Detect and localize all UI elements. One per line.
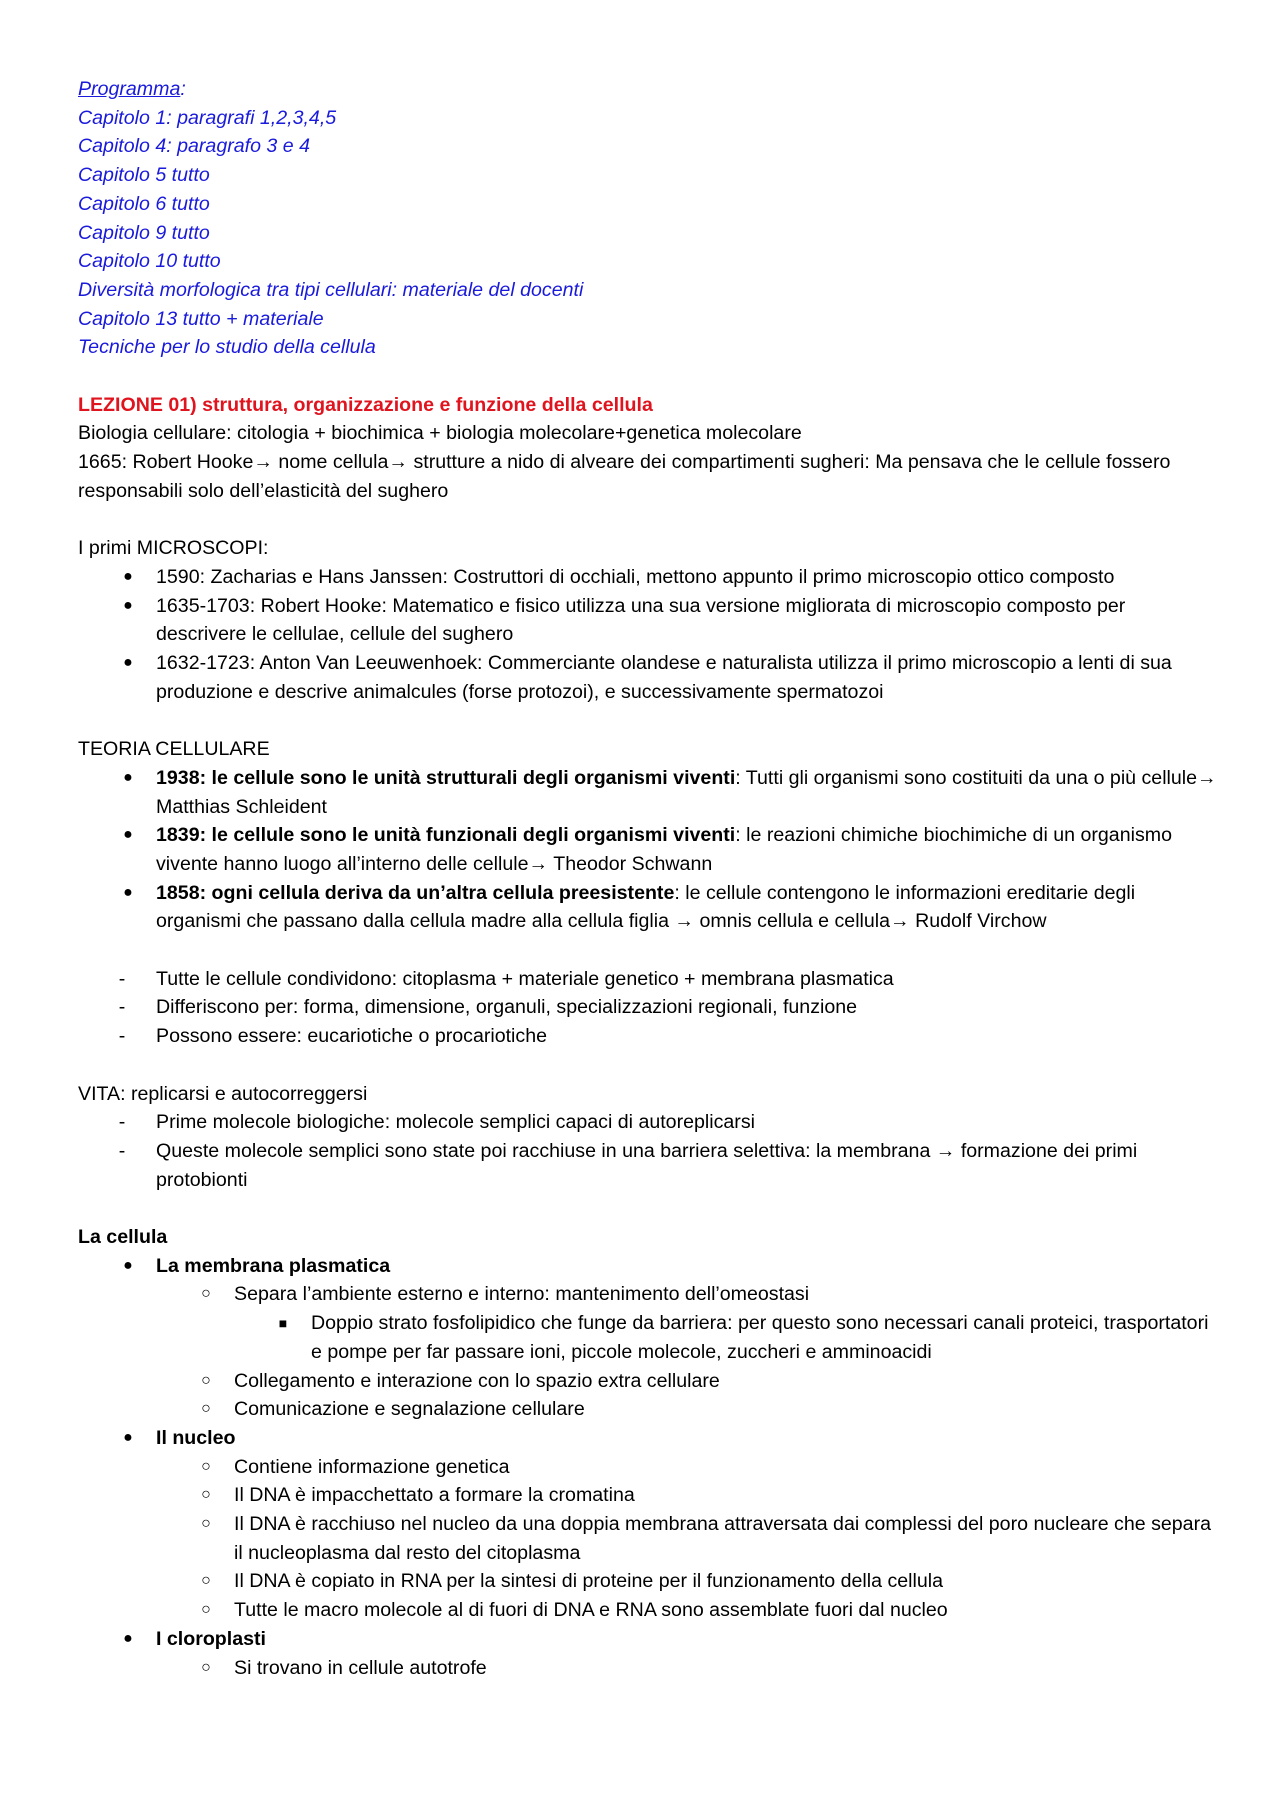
dash-icon: - (118, 1111, 126, 1134)
programma-line: Capitolo 13 tutto + materiale (78, 307, 324, 330)
spacer (78, 506, 1220, 535)
list-item: ○ Separa l’ambiente esterno e interno: mantenimento dell’omeostasi (78, 1280, 1220, 1309)
programma-line: Capitolo 1: paragrafi 1,2,3,4,5 (78, 106, 337, 129)
cellula-title: La cellula (78, 1226, 168, 1249)
list-item: ○ Tutte le macro molecole al di fuori di DNA e RNA sono assemblate fuori dal nucleo (78, 1596, 1220, 1625)
list-item: ● 1590: Zacharias e Hans Janssen: Costruttori di occhiali, mettono appunto il primo microscopio ottico composto (78, 563, 1220, 592)
bullet-icon: ● (123, 1256, 133, 1274)
programma-line: Capitolo 9 tutto (78, 221, 210, 244)
bullet-icon: ● (123, 596, 133, 614)
spacer (78, 706, 1220, 735)
list-item: ○ Comunicazione e segnalazione cellulare (78, 1395, 1220, 1424)
cellula-list (78, 1252, 1220, 1683)
programma-line: Capitolo 6 tutto (78, 192, 210, 215)
dash-icon: - (118, 996, 126, 1019)
list-item: - Queste molecole semplici sono state poi racchiuse in una barriera selettiva: la membrana → formazione dei primi protobionti (78, 1137, 1220, 1194)
circle-bullet-icon: ○ (201, 1457, 211, 1475)
programma-line: Tecniche per lo studio della cellula (78, 336, 376, 359)
list-item: ● I cloroplasti (78, 1625, 1220, 1654)
bullet-icon: ● (123, 768, 133, 786)
programma-section (78, 75, 1220, 362)
teoria-title: TEORIA CELLULARE (78, 738, 270, 761)
intro-line: 1665: Robert Hooke→ nome cellula→ strutture a nido di alveare dei compartimenti sugheri: Ma pensava che le cellule fossero responsabili solo dell’elasticità del sughero (78, 451, 1171, 502)
list-item: - Tutte le cellule condividono: citoplasma + materiale genetico + membrana plasmatica (78, 965, 1220, 994)
list-item: ● La membrana plasmatica (78, 1252, 1220, 1281)
list-item: ○ Contiene informazione genetica (78, 1453, 1220, 1482)
microscopi-title: I primi MICROSCOPI: (78, 537, 269, 560)
condividono-list (78, 965, 1220, 1051)
circle-bullet-icon: ○ (201, 1658, 211, 1676)
bullet-icon: ● (123, 826, 133, 844)
spacer (78, 1194, 1220, 1223)
list-item: ● Il nucleo (78, 1424, 1220, 1453)
circle-bullet-icon: ○ (201, 1285, 211, 1303)
list-item: - Differiscono per: forma, dimensione, organuli, specializzazioni regionali, funzione (78, 993, 1220, 1022)
intro-line: Biologia cellulare: citologia + biochimica + biologia molecolare+genetica molecolare (78, 422, 802, 445)
programma-line: Capitolo 10 tutto (78, 250, 221, 273)
list-item: ○ Collegamento e interazione con lo spazio extra cellulare (78, 1367, 1220, 1396)
spacer (78, 362, 1220, 391)
circle-bullet-icon: ○ (201, 1371, 211, 1389)
square-bullet-icon: ■ (278, 1315, 288, 1332)
vita-title: VITA: replicarsi e autocorreggersi (78, 1082, 368, 1105)
bullet-icon: ● (123, 1428, 133, 1446)
list-item: ● 1839: le cellule sono le unità funzionali degli organismi viventi: le reazioni chimiche biochimiche di un organismo vivente hanno luogo all’interno delle cellule→ Theodor Schwann (78, 821, 1220, 878)
lezione-heading: LEZIONE 01) struttura, organizzazione e funzione della cellula (78, 393, 653, 416)
list-item: - Possono essere: eucariotiche o procariotiche (78, 1022, 1220, 1051)
teoria-list (78, 764, 1220, 936)
list-item: ● 1938: le cellule sono le unità strutturali degli organismi viventi: Tutti gli organismi sono costituiti da una o più cellule→ Matthias Schleident (78, 764, 1220, 821)
circle-bullet-icon: ○ (201, 1486, 211, 1504)
circle-bullet-icon: ○ (201, 1601, 211, 1619)
bullet-icon: ● (123, 883, 133, 901)
programma-link[interactable]: Programma (78, 78, 181, 100)
dash-icon: - (118, 967, 126, 990)
programma-title-line: Programma: (78, 78, 186, 100)
bullet-icon: ● (123, 567, 133, 585)
vita-list (78, 1108, 1220, 1194)
bullet-icon: ● (123, 1629, 133, 1647)
list-item: ○ Il DNA è impacchettato a formare la cromatina (78, 1481, 1220, 1510)
microscopi-list (78, 563, 1220, 707)
spacer (78, 936, 1220, 965)
spacer (78, 1051, 1220, 1080)
list-item: ● 1635-1703: Robert Hooke: Matematico e fisico utilizza una sua versione migliorata di microscopio composto per descrivere le cellulae, cellule del sughero (78, 592, 1220, 649)
dash-icon: - (118, 1139, 126, 1162)
list-item: ● 1858: ogni cellula deriva da un’altra cellula preesistente: le cellule contengono le informazioni ereditarie degli organismi che passano dalla cellula madre alla cellula figlia → omnis cellula e cellula→ Rudolf Virchow (78, 879, 1220, 936)
list-item: ○ Il DNA è copiato in RNA per la sintesi di proteine per il funzionamento della cellula (78, 1567, 1220, 1596)
circle-bullet-icon: ○ (201, 1515, 211, 1533)
programma-line: Diversità morfologica tra tipi cellulari: materiale del docenti (78, 278, 584, 301)
circle-bullet-icon: ○ (201, 1400, 211, 1418)
circle-bullet-icon: ○ (201, 1572, 211, 1590)
dash-icon: - (118, 1025, 126, 1048)
list-item: ■ Doppio strato fosfolipidico che funge da barriera: per questo sono necessari canali proteici, trasportatori e pompe per far passare ioni, piccole molecole, zuccheri e amminoacidi (78, 1309, 1220, 1366)
list-item: ○ Si trovano in cellule autotrofe (78, 1654, 1220, 1683)
list-item: ○ Il DNA è racchiuso nel nucleo da una doppia membrana attraversata dai complessi del poro nucleare che separa il nucleoplasma dal resto del citoplasma (78, 1510, 1220, 1567)
list-item: - Prime molecole biologiche: molecole semplici capaci di autoreplicarsi (78, 1108, 1220, 1137)
list-item: ● 1632-1723: Anton Van Leeuwenhoek: Commerciante olandese e naturalista utilizza il primo microscopio a lenti di sua produzione e descrive animalcules (forse protozoi), e successivamente spermatozoi (78, 649, 1220, 706)
programma-line: Capitolo 4: paragrafo 3 e 4 (78, 135, 311, 158)
programma-line: Capitolo 5 tutto (78, 164, 210, 187)
bullet-icon: ● (123, 654, 133, 672)
